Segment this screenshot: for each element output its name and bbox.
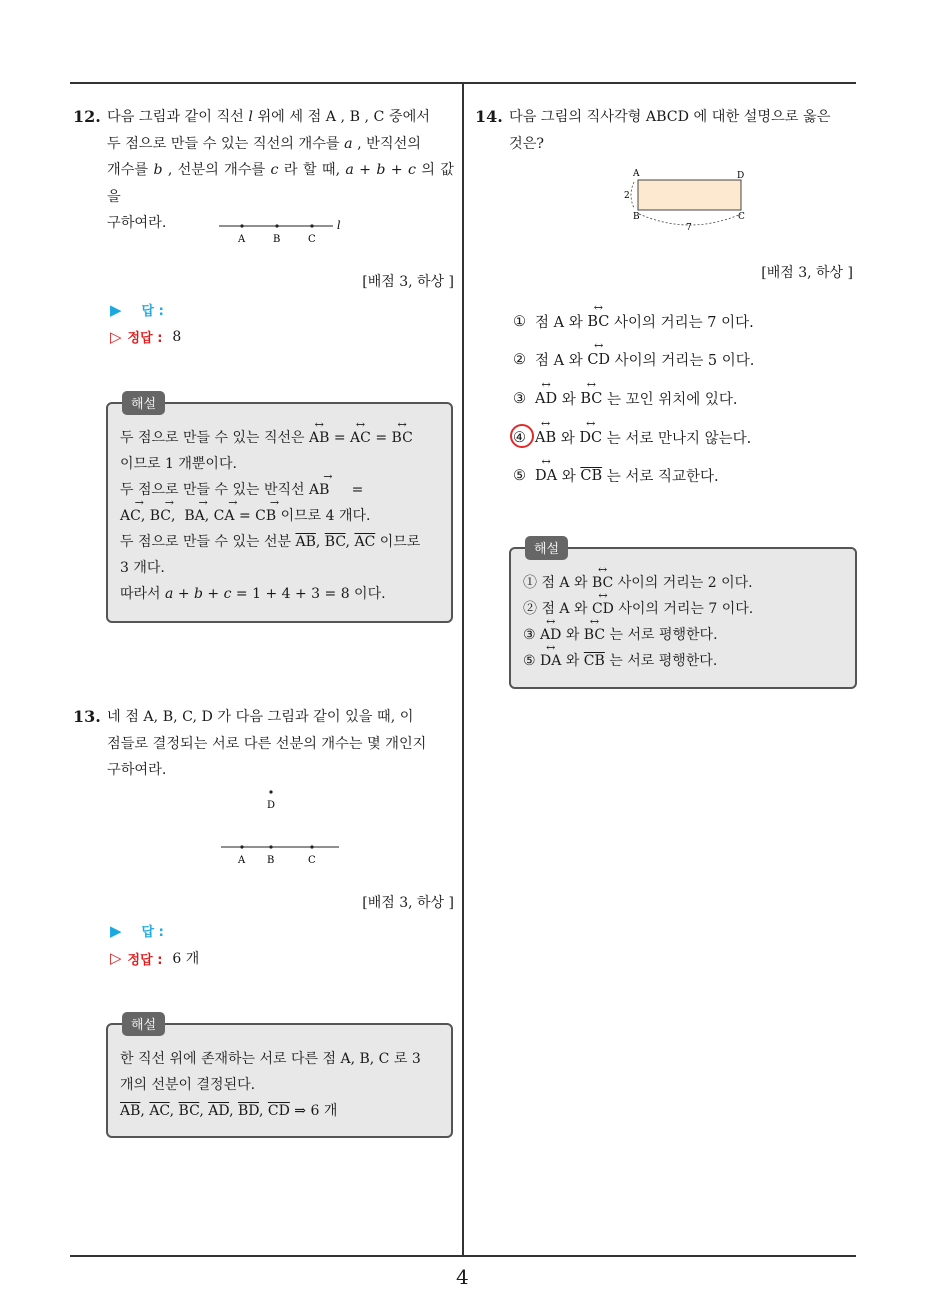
question-text: 다음 그림과 같이 직선 l 위에 세 점 A , B , C 중에서 두 점으로 만들 수 있는 직선의 개수를 a , 반직선의 개수를 b , 선분의 개수를 c 라 할 때, a + b + c 의 값을 구하여라.: [107, 109, 454, 231]
label-C: C: [738, 212, 745, 222]
score-text: [배점 3, 하상 ]: [761, 265, 853, 281]
q12-figure: [215, 215, 350, 247]
explain-tag: 해설: [525, 536, 568, 560]
rectangle-ABCD: [638, 180, 741, 210]
label-B: B: [633, 212, 640, 222]
point-B: [275, 224, 278, 227]
choice-4[interactable]: ④ AB ↔ 와 DC ↔ 는 서로 만나지 않는다.: [513, 427, 751, 448]
page-number: 4: [456, 1265, 469, 1289]
label-B: B: [267, 855, 275, 866]
explanation-box: [106, 1018, 453, 1138]
point-A: [240, 224, 243, 227]
outline-triangle-icon: ▷: [110, 949, 122, 967]
column-divider: [462, 82, 464, 1256]
choice-2[interactable]: ② 점 A 와 CD ↔ 사이의 거리는 5 이다.: [513, 349, 754, 370]
label-A: A: [238, 234, 246, 245]
filled-triangle-icon: ▶: [110, 300, 122, 319]
correct-answer: 6 개: [172, 951, 200, 967]
point-A: [240, 845, 243, 848]
label-D: D: [267, 800, 276, 811]
score-text: [배점 3, 하상 ]: [362, 274, 454, 290]
choice-5[interactable]: ⑤ DA ↔ 와 $\overline{CB}$ 는 서로 직교한다.: [513, 465, 719, 486]
question-text: 다음 그림의 직사각형 ABCD 에 대한 설명으로 옳은 것은?: [509, 109, 831, 152]
correct-answer: 8: [172, 328, 182, 345]
point-D: [269, 790, 272, 793]
question-13: [73, 704, 454, 784]
point-C: [310, 224, 313, 227]
question-number: 12.: [73, 107, 101, 126]
bottom-rule: [70, 1255, 856, 1257]
label-C: C: [308, 234, 316, 245]
correct-answer-line: ▷ 정답 : 6 개: [110, 949, 200, 968]
choice-3[interactable]: ③ AD ↔ 와 BC ↔ 는 꼬인 위치에 있다.: [513, 388, 737, 409]
label-B: B: [273, 234, 281, 245]
choice-1[interactable]: ① 점 A 와 BC ↔ 사이의 거리는 7 이다.: [513, 311, 754, 332]
answer-line: ▶ 답 :: [110, 300, 164, 319]
q13-figure: [215, 786, 345, 868]
score-text: [배점 3, 하상 ]: [362, 895, 454, 911]
explanation-box: [509, 542, 857, 689]
explanation-box: [106, 397, 453, 623]
question-number: 14.: [475, 107, 503, 126]
label-D: D: [737, 171, 745, 181]
label-C: C: [308, 855, 316, 866]
width-label: 7: [686, 223, 692, 233]
answer-line: ▶ 답 :: [110, 921, 164, 940]
question-number: 13.: [73, 707, 101, 726]
explain-tag: 해설: [122, 391, 165, 415]
question-14: [475, 104, 856, 157]
height-label: 2: [624, 191, 630, 201]
explain-tag: 해설: [122, 1012, 165, 1036]
outline-triangle-icon: ▷: [110, 327, 122, 346]
q14-figure: [620, 166, 755, 236]
explanation-text: 한 직선 위에 존재하는 서로 다른 점 A, B, C 로 3 개의 선분이 결정된다. $\overline{AB}$, $\overline{AC}$, $\overline{BC}$, $\overline{AD}$, $\overline{BD}$, $\overline{CD}$ ⇒ 6 개: [120, 1051, 421, 1119]
label-A: A: [633, 169, 640, 179]
point-C: [310, 845, 313, 848]
label-A: A: [238, 855, 246, 866]
correct-answer-line: ▷ 정답 : 8: [110, 327, 182, 346]
point-B: [269, 845, 272, 848]
filled-triangle-icon: ▶: [110, 921, 122, 940]
explanation-text: ① 점 A 와 BC ↔ 사이의 거리는 2 이다. ② 점 A 와 CD ↔ 사이의 거리는 7 이다. ③ AD ↔ 와 BC ↔ 는 서로 평행한다. ⑤ DA ↔ 와 $\overline{CB}$ 는 서로 평행한다.: [523, 570, 843, 674]
label-l: l: [337, 219, 341, 232]
question-text: 네 점 A, B, C, D 가 다음 그림과 같이 있을 때, 이 점들로 결정되는 서로 다른 선분의 개수는 몇 개인지 구하여라.: [107, 709, 427, 778]
explanation-text: 두 점으로 만들 수 있는 직선은 AB ↔ = AC ↔ = BC ↔ 이므로 1 개뿐이다. 두 점으로 만들 수 있는 반직선 AB → = AC →, BC →, BA →, CA → = CB → 이므로 4 개다. 두 점으로 만들 수 있는 선분 $\overline{AB}$, $\overline{BC}$, $\overline{AC}$ 이므로 3 개다. 따라서 a + b + c = 1 + 4 + 3 = 8 이다.: [120, 425, 439, 607]
